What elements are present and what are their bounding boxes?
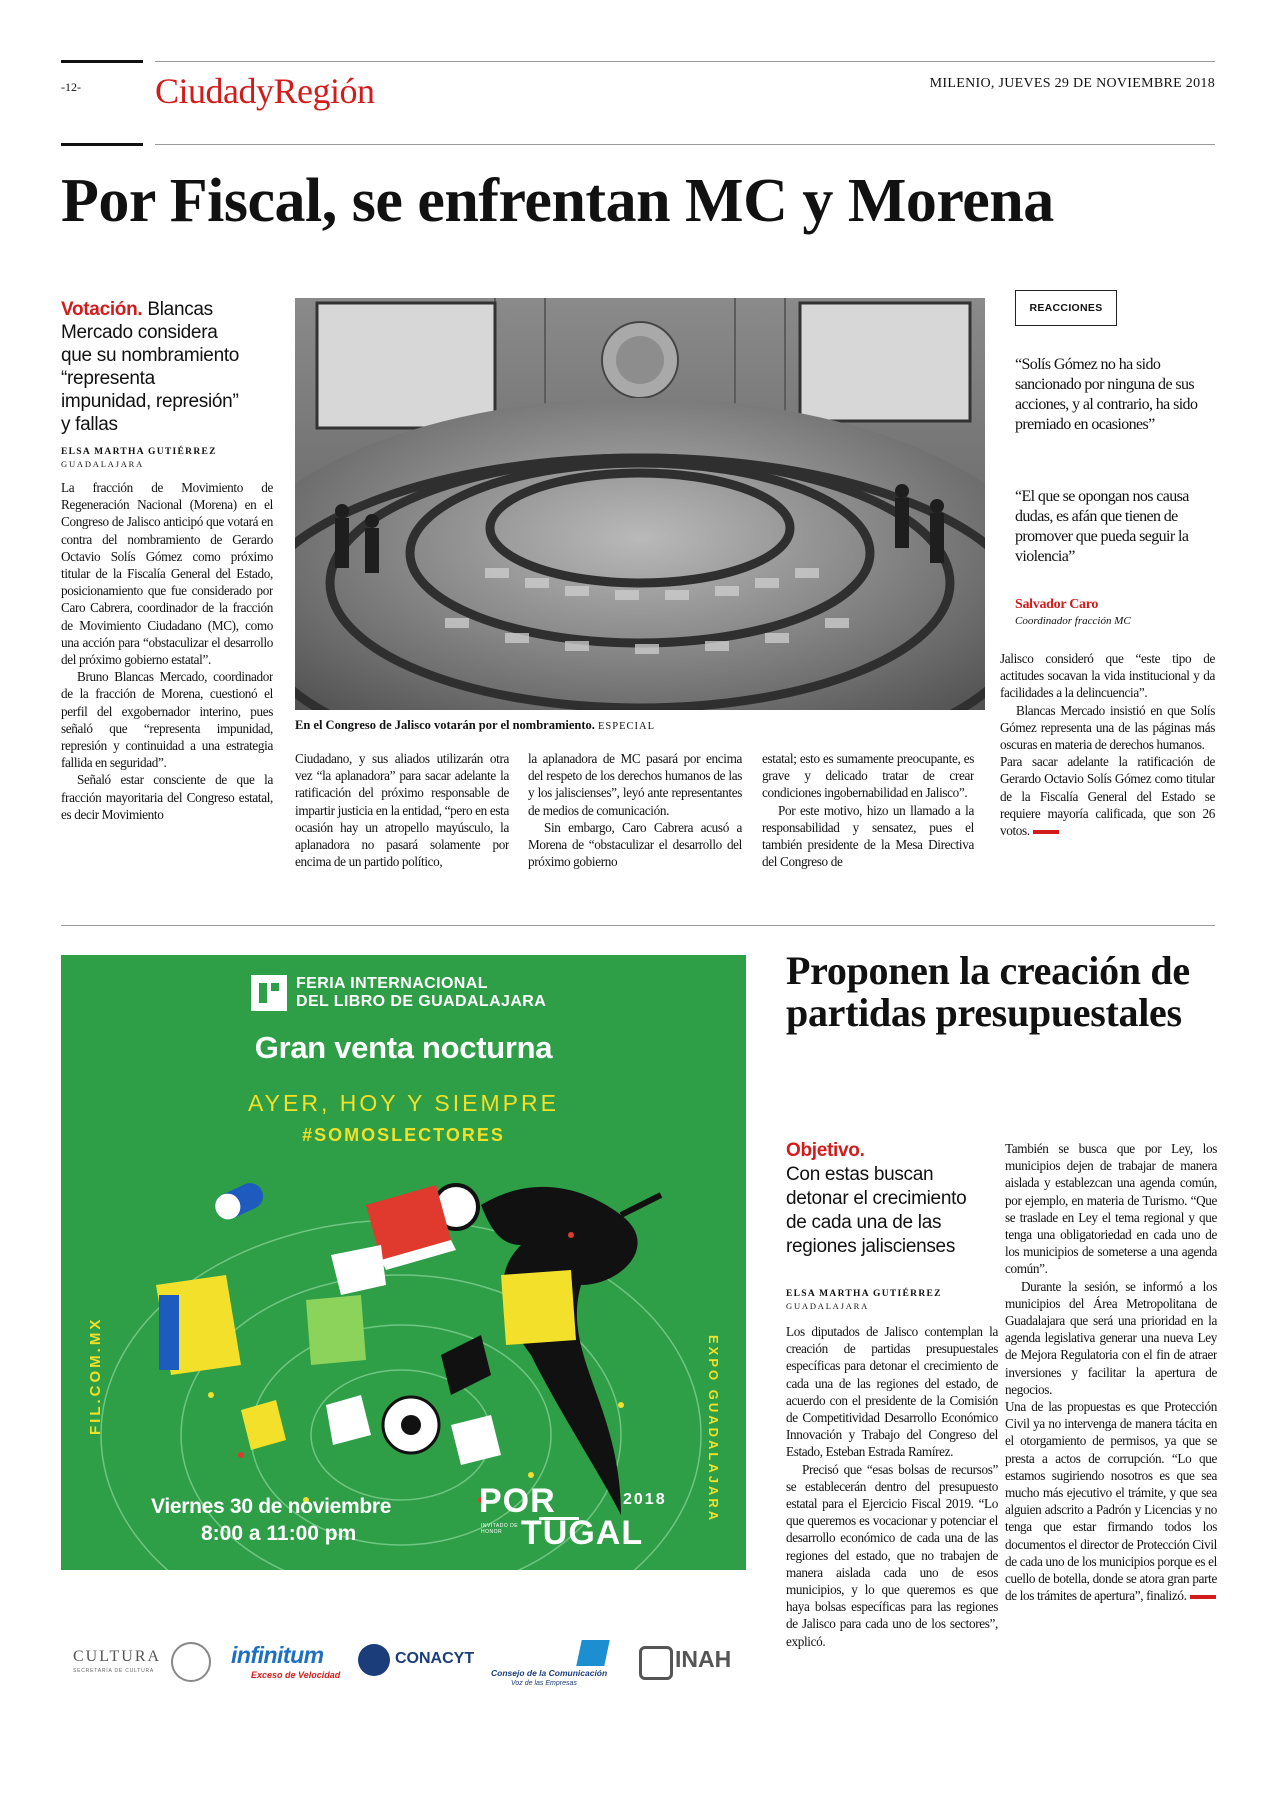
- page-date: MILENIO, JUEVES 29 DE NOVIEMBRE 2018: [929, 76, 1215, 91]
- consejo-logo: Consejo de la Comunicación: [491, 1668, 608, 1678]
- story2-deck: [786, 1139, 986, 1259]
- story2-col2-p2: Durante la sesión, se informó a los municipios del Área Metropolitana de Guadalajara que será una prioridad en la agenda legislativa generar una nueva Ley de Mejora Regulatoria con el fin de atraer inversiones y facilitar la apertura de negocios.: [1005, 1278, 1217, 1397]
- quote-author-role: Coordinador fracción MC: [1015, 615, 1131, 627]
- cultura-logo: CULTURA: [73, 1648, 162, 1665]
- story2-col1-p2: Precisó que “esas bolsas de recursos” se establecerán dentro del presupuesto estatal para el Ejercicio Fiscal 2019. “Lo que queremos es vocacionar y potenciar el desarrollo económico de cada una de las regiones del estado, que no trabajen de manera aislada cada uno de esos municipios, y lo que queremos es que haya bolsas específicas para las regiones de Jalisco para cada uno de los sectores”, explicó.: [786, 1461, 998, 1649]
- story1-end-mark: [1033, 830, 1059, 834]
- story2-headline: Proponen la creación de partidas presupuestales: [786, 948, 1190, 1035]
- fil-side-url: FIL.COM.MX: [87, 1316, 104, 1435]
- reaction-quote-1: “Solís Gómez no ha sido sancionado por ninguna de sus acciones, y al contrario, ha sido premiado en ocasiones”: [1015, 356, 1198, 433]
- infinitum-logo-sub: Exceso de Velocidad: [251, 1670, 341, 1680]
- fil-org-name: [296, 975, 546, 1011]
- story2-column-1: [786, 1323, 998, 1753]
- congress-photo-illustration: [295, 298, 985, 710]
- fil-org-line2: DEL LIBRO DE GUADALAJARA: [296, 993, 547, 1010]
- reaction-quote-2: “El que se opongan nos causa dudas, es afán que tienen de promover que pueda seguir la violencia”: [1015, 488, 1189, 565]
- section-title: CiudadyRegión: [155, 71, 375, 111]
- story2-deck-text: Con estas buscan detonar el crecimiento de cada una de las regiones jaliscienses: [786, 1164, 967, 1257]
- reacciones-box: REACCIONES: [1015, 290, 1117, 326]
- story2-column-2: [1005, 1140, 1217, 1752]
- story2-end-mark: [1190, 1595, 1216, 1599]
- cultura-logo-sub: SECRETARÍA DE CULTURA: [73, 1668, 155, 1674]
- fil-guest-country: [479, 1482, 644, 1552]
- story1-col4-p1: estatal; esto es sumamente preocupante, es grave y delicado tratar de crear condiciones ingobernabilidad en Jalisco”.: [762, 751, 974, 801]
- story1-column-1: [61, 479, 273, 909]
- story1-col1-p2: Bruno Blancas Mercado, coordinador de la fracción de Morena, cuestionó el perfil del exgobernador interino, pues señaló que “representa impunidad, represión y continuidad a una estrategia fallida en seguridad”.: [61, 669, 273, 771]
- congress-photo: [295, 298, 985, 710]
- consejo-comunicacion-icon: [576, 1640, 610, 1666]
- sponsor-logos: [61, 1640, 746, 1700]
- story1-byline: [61, 446, 249, 470]
- story1-col1-p3: Señaló estar consciente de que la fracción mayoritaria del Congreso estatal, es decir Movimiento: [61, 772, 273, 822]
- story1-col3-p2: Sin embargo, Caro Cabrera acusó a Morena de “obstaculizar el desarrollo del próximo gobierno: [528, 819, 742, 870]
- fil-slogan: AYER, HOY Y SIEMPRE: [248, 1090, 559, 1116]
- conacyt-globe-icon: [358, 1644, 390, 1676]
- fil-guest-label: INVITADO DE HONOR: [481, 1523, 519, 1535]
- fil-date: Viernes 30 de noviembre: [151, 1495, 392, 1518]
- inah-emblem-icon: [639, 1646, 673, 1680]
- header-lower-bar: [61, 143, 143, 146]
- story1-col5-p1: Jalisco consideró que “este tipo de actitudes socavan la vida institucional y da facilidades a la delincuencia”.: [1000, 651, 1215, 701]
- fil-ad-title: Gran venta nocturna: [254, 1030, 553, 1065]
- main-headline: Por Fiscal, se enfrentan MC y Morena: [61, 167, 1054, 235]
- story2-col2-p3: Una de las propuestas es que Protección Civil ya no intervenga de manera tácita en el otorgamiento de permisos, ya que se presta a actos de corrupción. “Lo que estamos sugiriendo nosotros es que sea mucho más ejecutivo el trámite, y que sea alguien adscrito a Padrón y Licencias y no tenga que estar firmando todos los documentos el director de Protección Civil de cada uno de los municipios porque es el cuello de botella, donde se atora gran parte de los trámites de apertura”, finalizó.: [1005, 1399, 1217, 1604]
- fil-org-line1: FERIA INTERNACIONAL: [296, 975, 488, 992]
- story1-col5-p3: Para sacar adelante la ratificación de Gerardo Octavio Solís Gómez como titular de la Fiscalía General del Estado se requiere mayoría calificada, que son 26 votos.: [1000, 754, 1215, 839]
- story2-byline-name: ELSA MARTHA GUTIÉRREZ: [786, 1289, 942, 1299]
- header-lower-rule: [155, 144, 1215, 145]
- story1-column-2: [295, 750, 509, 910]
- story1-col1-p1: La fracción de Movimiento de Regeneración Nacional (Morena) en el Congreso de Jalisco anticipó que votará en contra del nombramiento de Gerardo Octavio Solís Gómez como próximo titular de la Fiscalía General del Estado, posicionamiento que fue considerado por Caro Cabrera, coordinador de la fracción de Movimiento Ciudadano (MC), como una acción para “obstaculizar el desarrollo del próximo gobierno estatal”.: [61, 480, 273, 668]
- story1-col5-p2: Blancas Mercado insistió en que Solís Gómez representa una de las páginas más oscuras en materia de derechos humanos.: [1000, 702, 1215, 753]
- photo-credit: ESPECIAL: [598, 721, 656, 732]
- story1-col2-p1: Ciudadano, y sus aliados utilizarán otra vez “la aplanadora” para sacar adelante la ratificación del próximo responsable de impartir justicia en la entidad, “pero en esta ocasión hay un atropello mayúsculo, la aplanadora no pasará solamente por encima de un partido político,: [295, 751, 509, 870]
- story1-byline-name: ELSA MARTHA GUTIÉRREZ: [61, 447, 217, 457]
- story1-column-5: [1000, 650, 1215, 912]
- mexico-seal-icon: [171, 1642, 211, 1682]
- fil-guest-por: POR: [479, 1482, 556, 1520]
- header-accent-bar: [61, 60, 143, 63]
- photo-caption-line: [295, 718, 985, 733]
- infinitum-logo: infinitum: [231, 1642, 324, 1668]
- story2-deck-label: Objetivo.: [786, 1140, 865, 1161]
- page-number: -12-: [61, 80, 81, 94]
- story2-col1-p1: Los diputados de Jalisco contemplan la creación de partidas presupuestales específicas para detonar el crecimiento de cada una de las regiones del estado, de acuerdo con el presidente de la Comisión de Competitividad Desarrollo Económico Innovación y Trabajo del Congreso del Estado, Esteban Estrada Ramírez.: [786, 1324, 998, 1460]
- consejo-logo-sub: Voz de las Empresas: [511, 1680, 577, 1687]
- fil-guest-tugal: TUGAL: [521, 1514, 644, 1552]
- fil-time: 8:00 a 11:00 pm: [201, 1522, 357, 1545]
- story2-byline: [786, 1288, 986, 1312]
- story2-col2-p1: También se busca que por Ley, los municipios dejen de trabajar de manera aislada y establezcan una agenda común, por ejemplo, en materia de Turismo. “Que se traslade en Ley el tema regional y que tenga una obligatoriedad en cada uno de los municipios de someterse a una agenda común”.: [1005, 1141, 1217, 1277]
- fil-hashtag: #SOMOSLECTORES: [302, 1125, 505, 1145]
- photo-caption: En el Congreso de Jalisco votarán por el nombramiento.: [295, 718, 595, 732]
- fil-side-venue: EXPO GUADALAJARA: [706, 1335, 721, 1524]
- story1-deck: [61, 298, 249, 436]
- story1-col3-p1: la aplanadora de MC pasará por encima del respeto de los derechos humanos de las y los jaliscienses”, leyó ante representantes de medios de comunicación.: [528, 751, 742, 818]
- quote-author: Salvador Caro: [1015, 597, 1099, 612]
- story1-deck-text: Blancas Mercado considera que su nombramiento “representa impunidad, represión” y fallas: [61, 299, 240, 435]
- header-rule: [155, 61, 1215, 62]
- story1-deck-label: Votación.: [61, 299, 143, 320]
- story1-column-3: [528, 750, 742, 910]
- conacyt-logo: CONACYT: [395, 1650, 475, 1667]
- inah-logo: INAH: [675, 1646, 732, 1672]
- story1-col4-p2: Por este motivo, hizo un llamado a la responsabilidad y sensatez, pues el también presidente de la Mesa Directiva del Congreso de: [762, 802, 974, 870]
- story2-byline-place: GUADALAJARA: [786, 1301, 870, 1311]
- fil-guest-year: 2018: [623, 1491, 667, 1508]
- fil-advertisement: [61, 955, 746, 1570]
- story-divider: [61, 925, 1215, 926]
- story1-column-4: [762, 750, 974, 910]
- story1-byline-place: GUADALAJARA: [61, 459, 145, 469]
